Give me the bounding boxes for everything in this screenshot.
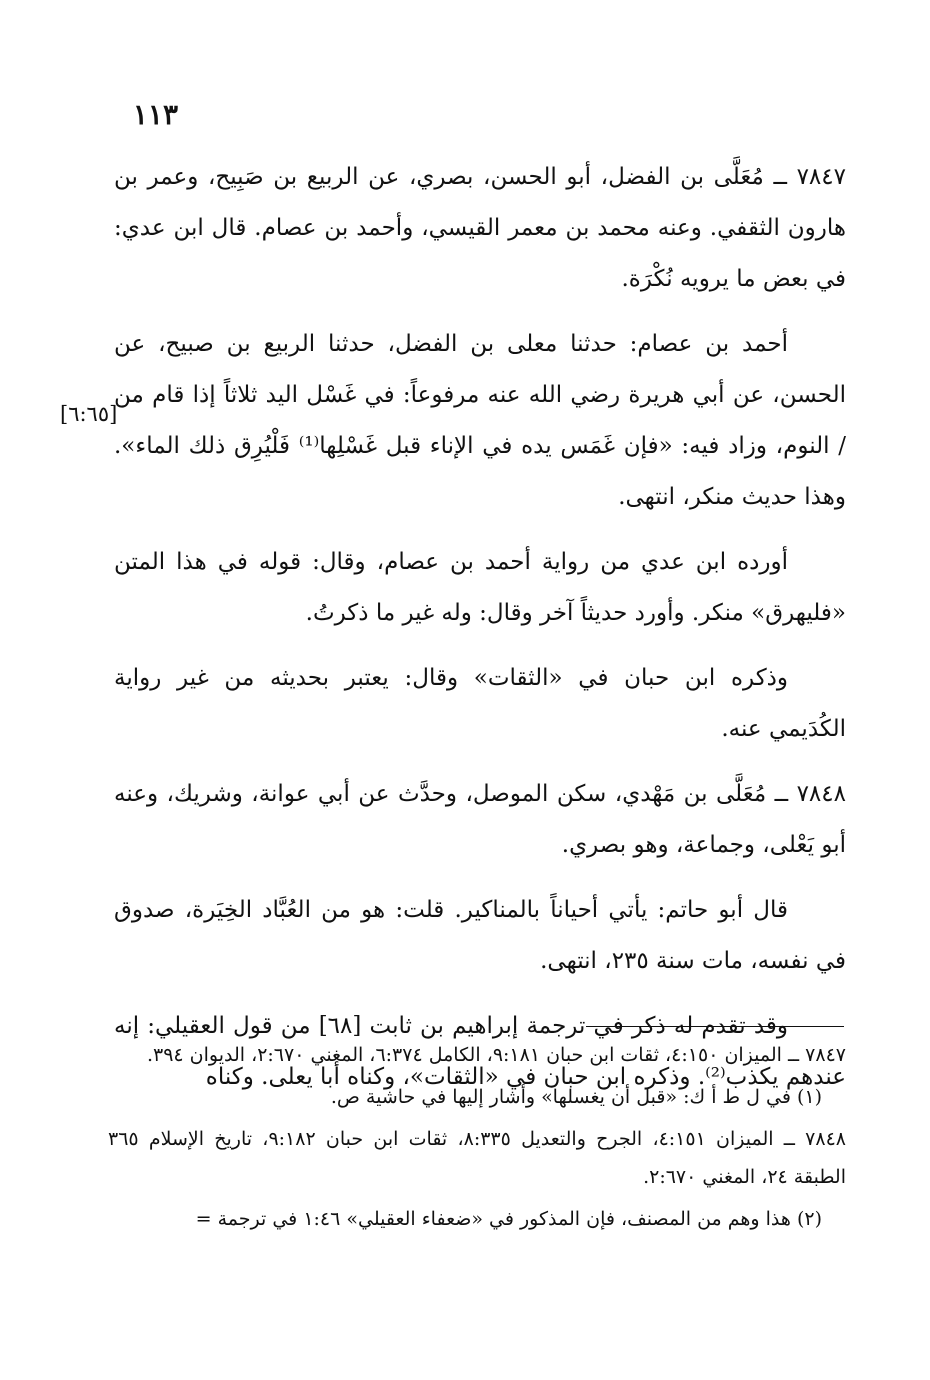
thiqat-paragraph: وذكره ابن حبان في «الثقات» وقال: يعتبر بحديثه من غير رواية الكُدَيمي عنه. (114, 665, 846, 742)
entry-7847-paragraph: ٧٨٤٧ ــ مُعَلَّى بن الفضل، أبو الحسن، بصري، عن الربيع بن صَبِيح، وعمر بن هارون الثقفي. وعنه محمد بن معمر القيسي، وأحمد بن عصام. قال ابن عدي: في بعض ما يرويه نُكْرَة. (114, 164, 846, 292)
commentary-paragraph: أورده ابن عدي من رواية أحمد بن عصام، وقال: قوله في هذا المتن «فليهرق» منكر. وأورد حديثاً آخر وقال: وله غير ما ذكرتُ. (114, 549, 846, 626)
margin-reference-marker: [٦:٦٥] (60, 402, 118, 426)
footnote-source-7847: ٧٨٤٧ ــ الميزان ٤:١٥٠، ثقات ابن حبان ٩:١٨١، الكامل ٦:٣٧٤، المغني ٢:٦٧٠، الديوان ٣٩٤. (146, 1044, 846, 1066)
footnote-2: (٢) هذا وهم من المصنف، فإن المذكور في «ضعفاء العقيلي» ١:٤٦ في ترجمة = (195, 1208, 822, 1230)
footnote-source-7848: ٧٨٤٨ ــ الميزان ٤:١٥١، الجرح والتعديل ٨:٣٣٥، ثقات ابن حبان ٩:١٨٢، تاريخ الإسلام ٣٦٥ الطبقة ٢٤، المغني ٢:٦٧٠. (108, 1128, 846, 1188)
continuation-paragraph: وقد تقدم له ذكر في ترجمة إبراهيم بن ثابت [٦٨] من قول العقيلي: إنه عندهم يكذب⁽²⁾. وذكره ابن حبان في «الثقات»، وكناه أبا يعلى. وكناه (114, 1013, 846, 1090)
footnote-1: (١) في ل ط أ ك: «قبل أن يغسلها» وأشار إليها في حاشية ص. (330, 1086, 822, 1108)
entry-7848-paragraph: ٧٨٤٨ ــ مُعَلَّى بن مَهْدي، سكن الموصل، وحدَّث عن أبي عوانة، وشريك، وعنه أبو يَعْلى، وجماعة، وهو بصري. (114, 781, 846, 858)
abu-hatim-paragraph: قال أبو حاتم: يأتي أحياناً بالمناكير. قلت: هو من العُبَّاد الخِيَرة، صدوق في نفسه، مات سنة ٢٣٥، انتهى. (114, 897, 846, 974)
main-text (114, 152, 846, 1117)
page-number: ١١٣ (132, 98, 178, 131)
footnotes (108, 1036, 846, 1242)
footnote-separator (586, 1026, 844, 1027)
hadith-paragraph: أحمد بن عصام: حدثنا معلى بن الفضل، حدثنا الربيع بن صبيح، عن الحسن، عن أبي هريرة رضي الله عنه مرفوعاً: في غَسْل اليد ثلاثاً إذا قام من / النوم، وزاد فيه: «فإن غَمَس يده في الإناء قبل غَسْلِها⁽¹⁾ فَلْيُرِق ذلك الماء». وهذا حديث منكر، انتهى. (114, 331, 846, 510)
